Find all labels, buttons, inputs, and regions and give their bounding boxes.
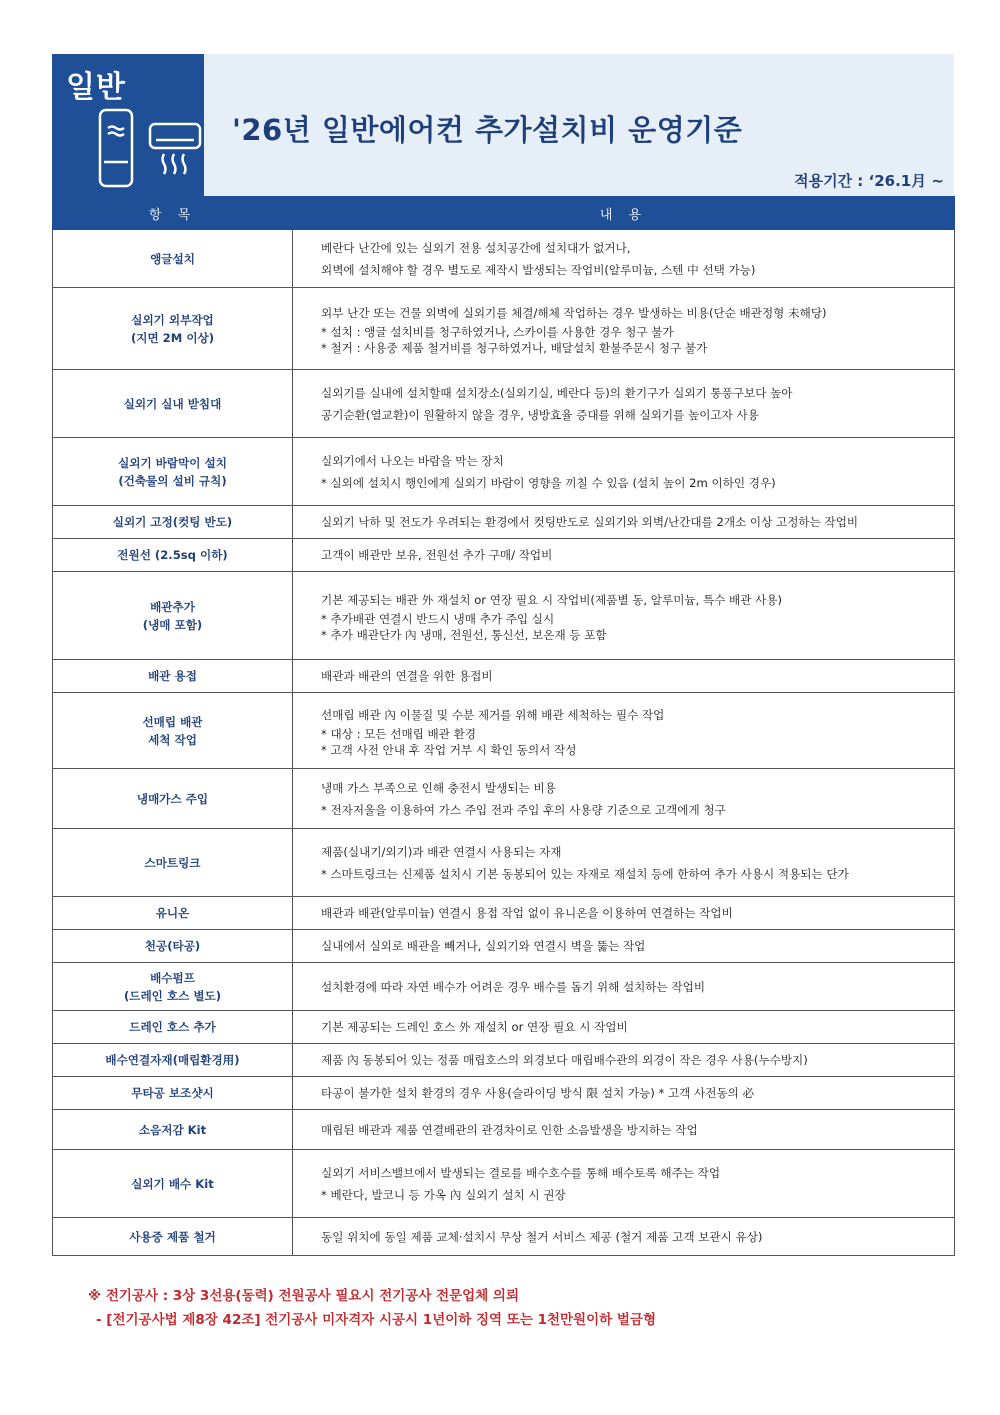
table-header-row xyxy=(53,197,955,230)
description-line: * 베란다, 발코니 등 가옥 內 실외기 설치 시 권장 xyxy=(321,1187,566,1202)
notice-line-2: - [전기공사법 제8장 42조] 전기공사 미자격자 시공시 1년이하 징역 또는 1천만원이하 벌금형 xyxy=(96,1312,657,1328)
notice-line-1: ※ 전기공사 : 3상 3선용(동력) 전원공사 필요시 전기공사 전문업체 의뢰 xyxy=(88,1288,520,1304)
row-description xyxy=(293,660,955,693)
document-header xyxy=(52,54,954,196)
description-line: 실내에서 실외로 배관을 빼거나, 실외기와 연결시 벽을 뚫는 작업 xyxy=(321,939,646,953)
row-description xyxy=(293,1077,955,1110)
row-item-name xyxy=(53,370,293,438)
description-line: 외벽에 설치해야 할 경우 별도로 제작시 발생되는 작업비(알루미늄, 스텐 中 선택 가능) xyxy=(321,262,756,277)
description-note: * 추가배관 연결시 반드시 냉매 추가 주입 실시 xyxy=(321,611,555,626)
item-name-line: 드레인 호스 추가 xyxy=(129,1020,216,1034)
row-description xyxy=(293,1011,955,1044)
item-name-line: (건축물의 설비 규칙) xyxy=(118,473,227,488)
item-name-line: 실외기 실내 받침대 xyxy=(123,396,222,411)
table-row xyxy=(53,930,955,963)
item-name-line: 천공(타공) xyxy=(144,939,201,953)
table-row xyxy=(53,769,955,829)
row-item-name xyxy=(53,1044,293,1077)
description-line: 매립된 배관과 제품 연결배관의 관경차이로 인한 소음발생을 방지하는 작업 xyxy=(321,1122,698,1137)
table-row xyxy=(53,370,955,438)
item-name-line: 냉매가스 주입 xyxy=(136,791,209,806)
row-item-name xyxy=(53,539,293,572)
table-row xyxy=(53,1011,955,1044)
description-line: 실외기를 실내에 설치할때 설치장소(실외기실, 베란다 등)의 환기구가 실외기 통풍구보다 높아 xyxy=(321,385,793,400)
row-description xyxy=(293,1150,955,1218)
description-note: * 설치 : 앵글 설치비를 청구하였거나, 스카이를 사용한 경우 청구 불가 xyxy=(321,324,674,339)
row-item-name xyxy=(53,930,293,963)
row-description xyxy=(293,769,955,829)
page-title: '26년 일반에어컨 추가설치비 운영기준 xyxy=(232,113,743,147)
row-description xyxy=(293,230,955,288)
table-row xyxy=(53,1110,955,1150)
description-line: 타공이 불가한 설치 환경의 경우 사용(슬라이딩 방식 限 설치 가능) * 고객 사전동의 必 xyxy=(321,1086,755,1100)
row-item-name xyxy=(53,1218,293,1256)
category-label: 일반 xyxy=(66,70,126,105)
item-name-line: 배수연결자재(매립환경用) xyxy=(105,1053,240,1067)
description-line: * 스마트링크는 신제품 설치시 기본 동봉되어 있는 자재로 재설치 등에 한하여 추가 사용시 적용되는 단가 xyxy=(321,866,849,881)
table-row xyxy=(53,1044,955,1077)
install-cost-table xyxy=(52,196,955,1256)
description-line: 고객이 배관만 보유, 전원선 추가 구매/ 작업비 xyxy=(321,548,553,562)
table-row xyxy=(53,539,955,572)
table-row xyxy=(53,230,955,288)
row-description xyxy=(293,539,955,572)
item-name-line: 소음저감 Kit xyxy=(138,1122,207,1137)
description-note: * 대상 : 모든 선매립 배관 환경 xyxy=(321,726,477,741)
row-item-name xyxy=(53,769,293,829)
row-description xyxy=(293,288,955,370)
item-name-line: (지면 2M 이상) xyxy=(130,330,215,345)
item-name-line: 앵글설치 xyxy=(150,251,195,266)
description-line: 베란다 난간에 있는 실외기 전용 설치공간에 설치대가 없거나, xyxy=(321,240,631,255)
table-row xyxy=(53,1077,955,1110)
table-row xyxy=(53,506,955,539)
table-row xyxy=(53,1150,955,1218)
description-line: 실외기에서 나오는 바람을 막는 장치 xyxy=(321,453,504,468)
item-name-line: 무타공 보조샷시 xyxy=(131,1086,214,1100)
description-line: 배관과 배관의 연결을 위한 용접비 xyxy=(321,669,493,683)
row-item-name xyxy=(53,693,293,769)
item-name-line: 선매립 배관 xyxy=(142,714,203,729)
table-row xyxy=(53,438,955,506)
row-description xyxy=(293,370,955,438)
description-line: 실외기 낙하 및 전도가 우려되는 환경에서 컷팅반도로 실외기와 외벽/난간대를 2개소 이상 고정하는 작업비 xyxy=(321,515,859,529)
item-name-line: 실외기 외부작업 xyxy=(131,312,214,327)
description-line: 냉매 가스 부족으로 인해 충전시 발생되는 비용 xyxy=(321,780,556,795)
description-line: 제품(실내기/외기)과 배관 연결시 사용되는 자재 xyxy=(321,844,562,859)
row-description xyxy=(293,693,955,769)
row-item-name xyxy=(53,1011,293,1044)
row-item-name xyxy=(53,829,293,897)
table-row xyxy=(53,572,955,660)
row-description xyxy=(293,1044,955,1077)
application-period: 적용기간 : ‘26.1月 ~ xyxy=(794,172,944,190)
description-line: 제품 內 동봉되어 있는 정품 매립호스의 외경보다 매립배수관의 외경이 작은 경우 사용(누수방지) xyxy=(321,1053,808,1067)
item-name-line: 배관추가 xyxy=(150,599,195,614)
row-item-name xyxy=(53,1110,293,1150)
row-item-name xyxy=(53,230,293,288)
description-line: 공기순환(열교환)이 원활하지 않을 경우, 냉방효율 증대를 위해 실외기를 높이고자 사용 xyxy=(321,407,759,422)
row-item-name xyxy=(53,897,293,930)
table-row xyxy=(53,1218,955,1256)
description-line: 외부 난간 또는 건물 외벽에 실외기를 체결/해체 작업하는 경우 발생하는 비용(단순 배관정형 未해당) xyxy=(321,305,827,320)
table-row xyxy=(53,693,955,769)
row-description xyxy=(293,1110,955,1150)
description-line: * 전자저울을 이용하여 가스 주입 전과 주입 후의 사용량 기준으로 고객에게 청구 xyxy=(321,802,726,817)
description-line: 선매립 배관 內 이물질 및 수분 제거를 위해 배관 세척하는 필수 작업 xyxy=(321,707,665,722)
stand-air-conditioner-icon xyxy=(100,110,132,186)
row-description xyxy=(293,438,955,506)
item-name-line: 배관 용접 xyxy=(148,669,197,683)
table-row xyxy=(53,897,955,930)
row-description xyxy=(293,930,955,963)
item-name-line: (드레인 호스 별도) xyxy=(123,988,222,1003)
description-note: * 고객 사전 안내 후 작업 거부 시 확인 동의서 작성 xyxy=(321,742,577,757)
table-body xyxy=(53,230,955,1256)
row-item-name xyxy=(53,288,293,370)
column-header-description: 내 용 xyxy=(293,197,955,230)
column-header-item: 항 목 xyxy=(53,197,293,230)
row-description xyxy=(293,963,955,1011)
description-line: 동일 위치에 동일 제품 교체·설치시 무상 철거 서비스 제공 (철거 제품 고객 보관시 유상) xyxy=(321,1229,763,1244)
table-row xyxy=(53,963,955,1011)
row-description xyxy=(293,897,955,930)
row-description xyxy=(293,1218,955,1256)
item-name-line: 유니온 xyxy=(155,906,190,920)
description-line: * 실외에 설치시 행인에게 실외기 바람이 영향을 끼칠 수 있음 (설치 높이 2m 이하인 경우) xyxy=(321,475,776,490)
item-name-line: 스마트링크 xyxy=(144,855,201,870)
description-line: 기본 제공되는 배관 外 재설치 or 연장 필요 시 작업비(제품별 동, 알루미늄, 특수 배관 사용) xyxy=(321,592,783,607)
item-name-line: 배수펌프 xyxy=(150,970,195,985)
table-row xyxy=(53,660,955,693)
row-item-name xyxy=(53,660,293,693)
wall-air-conditioner-icon xyxy=(150,124,200,174)
table-row xyxy=(53,829,955,897)
item-name-line: 전원선 (2.5sq 이하) xyxy=(117,548,228,562)
item-name-line: 세척 작업 xyxy=(148,732,197,747)
description-line: 배관과 배관(알루미늄) 연결시 용접 작업 없이 유니온을 이용하여 연결하는 작업비 xyxy=(321,906,733,920)
row-item-name xyxy=(53,506,293,539)
row-item-name xyxy=(53,1077,293,1110)
electrical-work-notice xyxy=(88,1284,656,1332)
description-line: 설치환경에 따라 자연 배수가 어려운 경우 배수를 돕기 위해 설치하는 작업비 xyxy=(321,979,706,994)
description-line: 실외기 서비스밸브에서 발생되는 결로를 배수호수를 통해 배수토록 해주는 작업 xyxy=(321,1165,721,1180)
item-name-line: 실외기 배수 Kit xyxy=(131,1176,214,1191)
row-item-name xyxy=(53,963,293,1011)
item-name-line: 사용중 제품 철거 xyxy=(129,1229,216,1244)
table-row xyxy=(53,288,955,370)
item-name-line: 실외기 바람막이 설치 xyxy=(118,455,227,470)
category-badge xyxy=(52,54,204,196)
row-description xyxy=(293,572,955,660)
row-description xyxy=(293,506,955,539)
description-line: 기본 제공되는 드레인 호스 外 재설치 or 연장 필요 시 작업비 xyxy=(321,1020,628,1034)
row-description xyxy=(293,829,955,897)
air-conditioner-icons xyxy=(52,54,204,196)
item-name-line: (냉매 포함) xyxy=(142,617,203,632)
row-item-name xyxy=(53,572,293,660)
row-item-name xyxy=(53,438,293,506)
row-item-name xyxy=(53,1150,293,1218)
description-note: * 추가 배관단가 內 냉매, 전원선, 통신선, 보온재 등 포함 xyxy=(321,627,607,642)
description-note: * 철거 : 사용중 제품 철거비를 청구하였거나, 배달설치 환불주문시 청구 불가 xyxy=(321,340,708,355)
item-name-line: 실외기 고정(컷팅 반도) xyxy=(112,515,233,529)
